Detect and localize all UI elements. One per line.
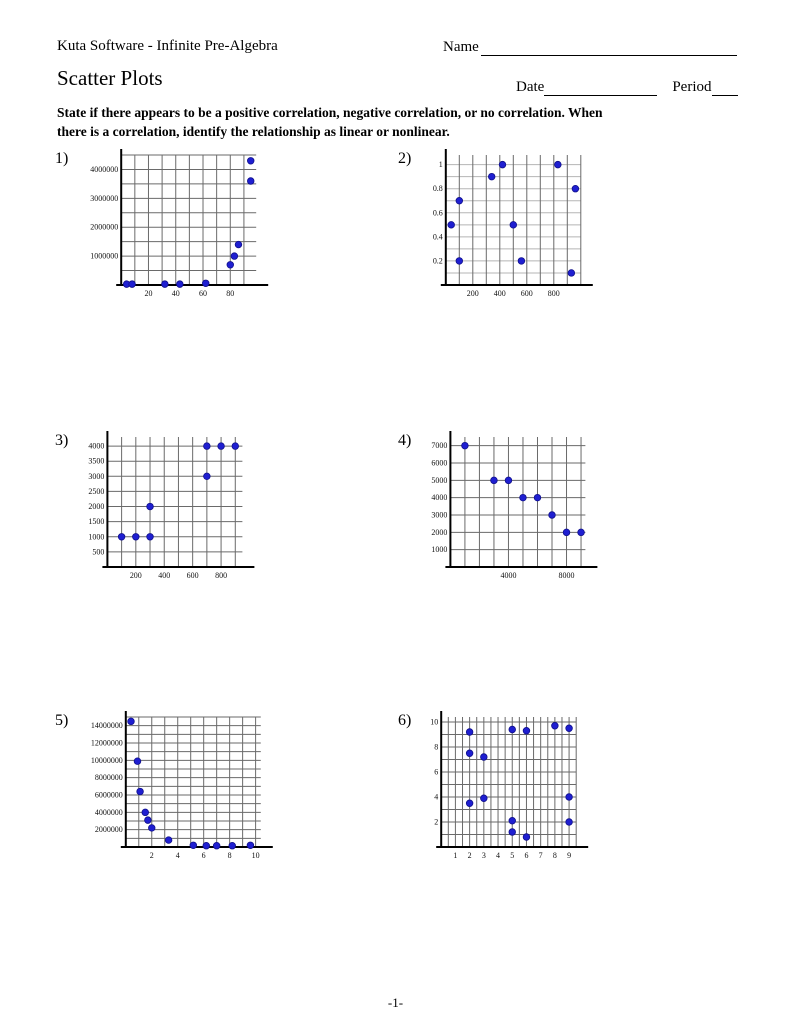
question-6-number: 6) [398,712,412,729]
svg-text:6: 6 [201,850,206,860]
svg-text:1: 1 [453,850,458,860]
svg-text:7: 7 [538,850,543,860]
question-2-number: 2) [398,150,412,167]
svg-text:2000: 2000 [431,527,448,537]
scatter-plot-1 [81,148,270,301]
svg-text:2500: 2500 [88,486,105,496]
svg-text:1500: 1500 [88,517,105,527]
svg-text:3500: 3500 [88,456,105,466]
svg-text:200: 200 [466,288,479,298]
svg-text:2000: 2000 [88,502,105,512]
svg-text:800: 800 [215,570,228,580]
svg-text:3000: 3000 [88,471,105,481]
svg-text:8000: 8000 [558,570,575,580]
svg-text:20: 20 [144,288,153,298]
svg-text:4000000: 4000000 [94,807,123,817]
svg-text:0.6: 0.6 [432,208,443,218]
svg-text:3: 3 [481,850,486,860]
svg-text:10000000: 10000000 [90,755,123,765]
svg-text:4000: 4000 [431,493,448,503]
svg-text:3000000: 3000000 [90,193,119,203]
question-5 [55,710,275,863]
brand-text: Kuta Software - Infinite Pre-Algebra [57,38,278,54]
svg-text:60: 60 [199,288,208,298]
question-3 [55,430,256,583]
instructions [57,104,717,141]
name-label: Name [443,39,479,55]
svg-text:8: 8 [227,850,232,860]
page-title: Scatter Plots [57,66,163,90]
svg-text:2000000: 2000000 [90,222,119,232]
question-4-number: 4) [398,432,412,449]
question-1-number: 1) [55,150,69,167]
svg-text:2: 2 [434,817,439,827]
period-fill-line [712,78,738,96]
svg-text:7000: 7000 [431,441,448,451]
svg-text:8: 8 [434,742,439,752]
svg-text:600: 600 [520,288,533,298]
svg-text:80: 80 [226,288,235,298]
svg-text:2: 2 [467,850,472,860]
scatter-plot-3 [81,430,256,583]
svg-text:1: 1 [438,160,443,170]
svg-text:2: 2 [149,850,154,860]
svg-text:4000: 4000 [88,441,105,451]
svg-text:5: 5 [510,850,515,860]
svg-text:0.4: 0.4 [432,232,443,242]
question-6 [398,710,590,863]
svg-text:1000000: 1000000 [90,251,119,261]
name-field-row [443,38,737,56]
svg-text:6: 6 [524,850,529,860]
svg-text:4000000: 4000000 [90,164,119,174]
svg-text:8: 8 [552,850,557,860]
svg-text:6000: 6000 [431,458,448,468]
svg-text:5000: 5000 [431,475,448,485]
date-fill-line [544,78,657,96]
svg-text:1000: 1000 [88,532,105,542]
svg-text:12000000: 12000000 [90,738,123,748]
svg-text:500: 500 [92,547,105,557]
svg-text:4: 4 [175,850,180,860]
svg-text:4: 4 [496,850,501,860]
scatter-plot-6 [424,710,590,863]
svg-text:200: 200 [129,570,142,580]
svg-text:4: 4 [434,792,439,802]
svg-text:14000000: 14000000 [90,721,123,731]
svg-text:8000000: 8000000 [94,773,123,783]
question-3-number: 3) [55,432,69,449]
question-1 [55,148,270,301]
svg-text:400: 400 [158,570,171,580]
question-4 [398,430,599,583]
svg-text:1000: 1000 [431,545,448,555]
svg-text:3000: 3000 [431,510,448,520]
svg-text:10: 10 [430,717,439,727]
period-label: Period [672,79,712,95]
instructions-line-2: there is a correlation, identify the relationship as linear or nonlinear. [57,123,450,139]
name-fill-line [481,38,737,56]
scatter-plot-5 [81,710,275,863]
date-label: Date [516,79,545,95]
instructions-line-1: State if there appears to be a positive correlation, negative correlation, or no correlation. When [57,105,603,120]
question-5-number: 5) [55,712,69,729]
scatter-plot-4 [424,430,599,583]
svg-text:0.2: 0.2 [432,256,443,266]
question-2 [398,148,595,301]
svg-text:800: 800 [547,288,560,298]
svg-text:9: 9 [567,850,572,860]
svg-text:40: 40 [171,288,180,298]
svg-text:600: 600 [186,570,199,580]
svg-text:4000: 4000 [500,570,517,580]
scatter-plot-2 [424,148,595,301]
svg-text:2000000: 2000000 [94,825,123,835]
svg-text:6000000: 6000000 [94,790,123,800]
page-number: -1- [387,995,404,1010]
svg-text:0.8: 0.8 [432,184,443,194]
svg-text:400: 400 [493,288,506,298]
date-period-row [516,78,762,96]
svg-text:10: 10 [251,850,260,860]
svg-text:6: 6 [434,767,439,777]
